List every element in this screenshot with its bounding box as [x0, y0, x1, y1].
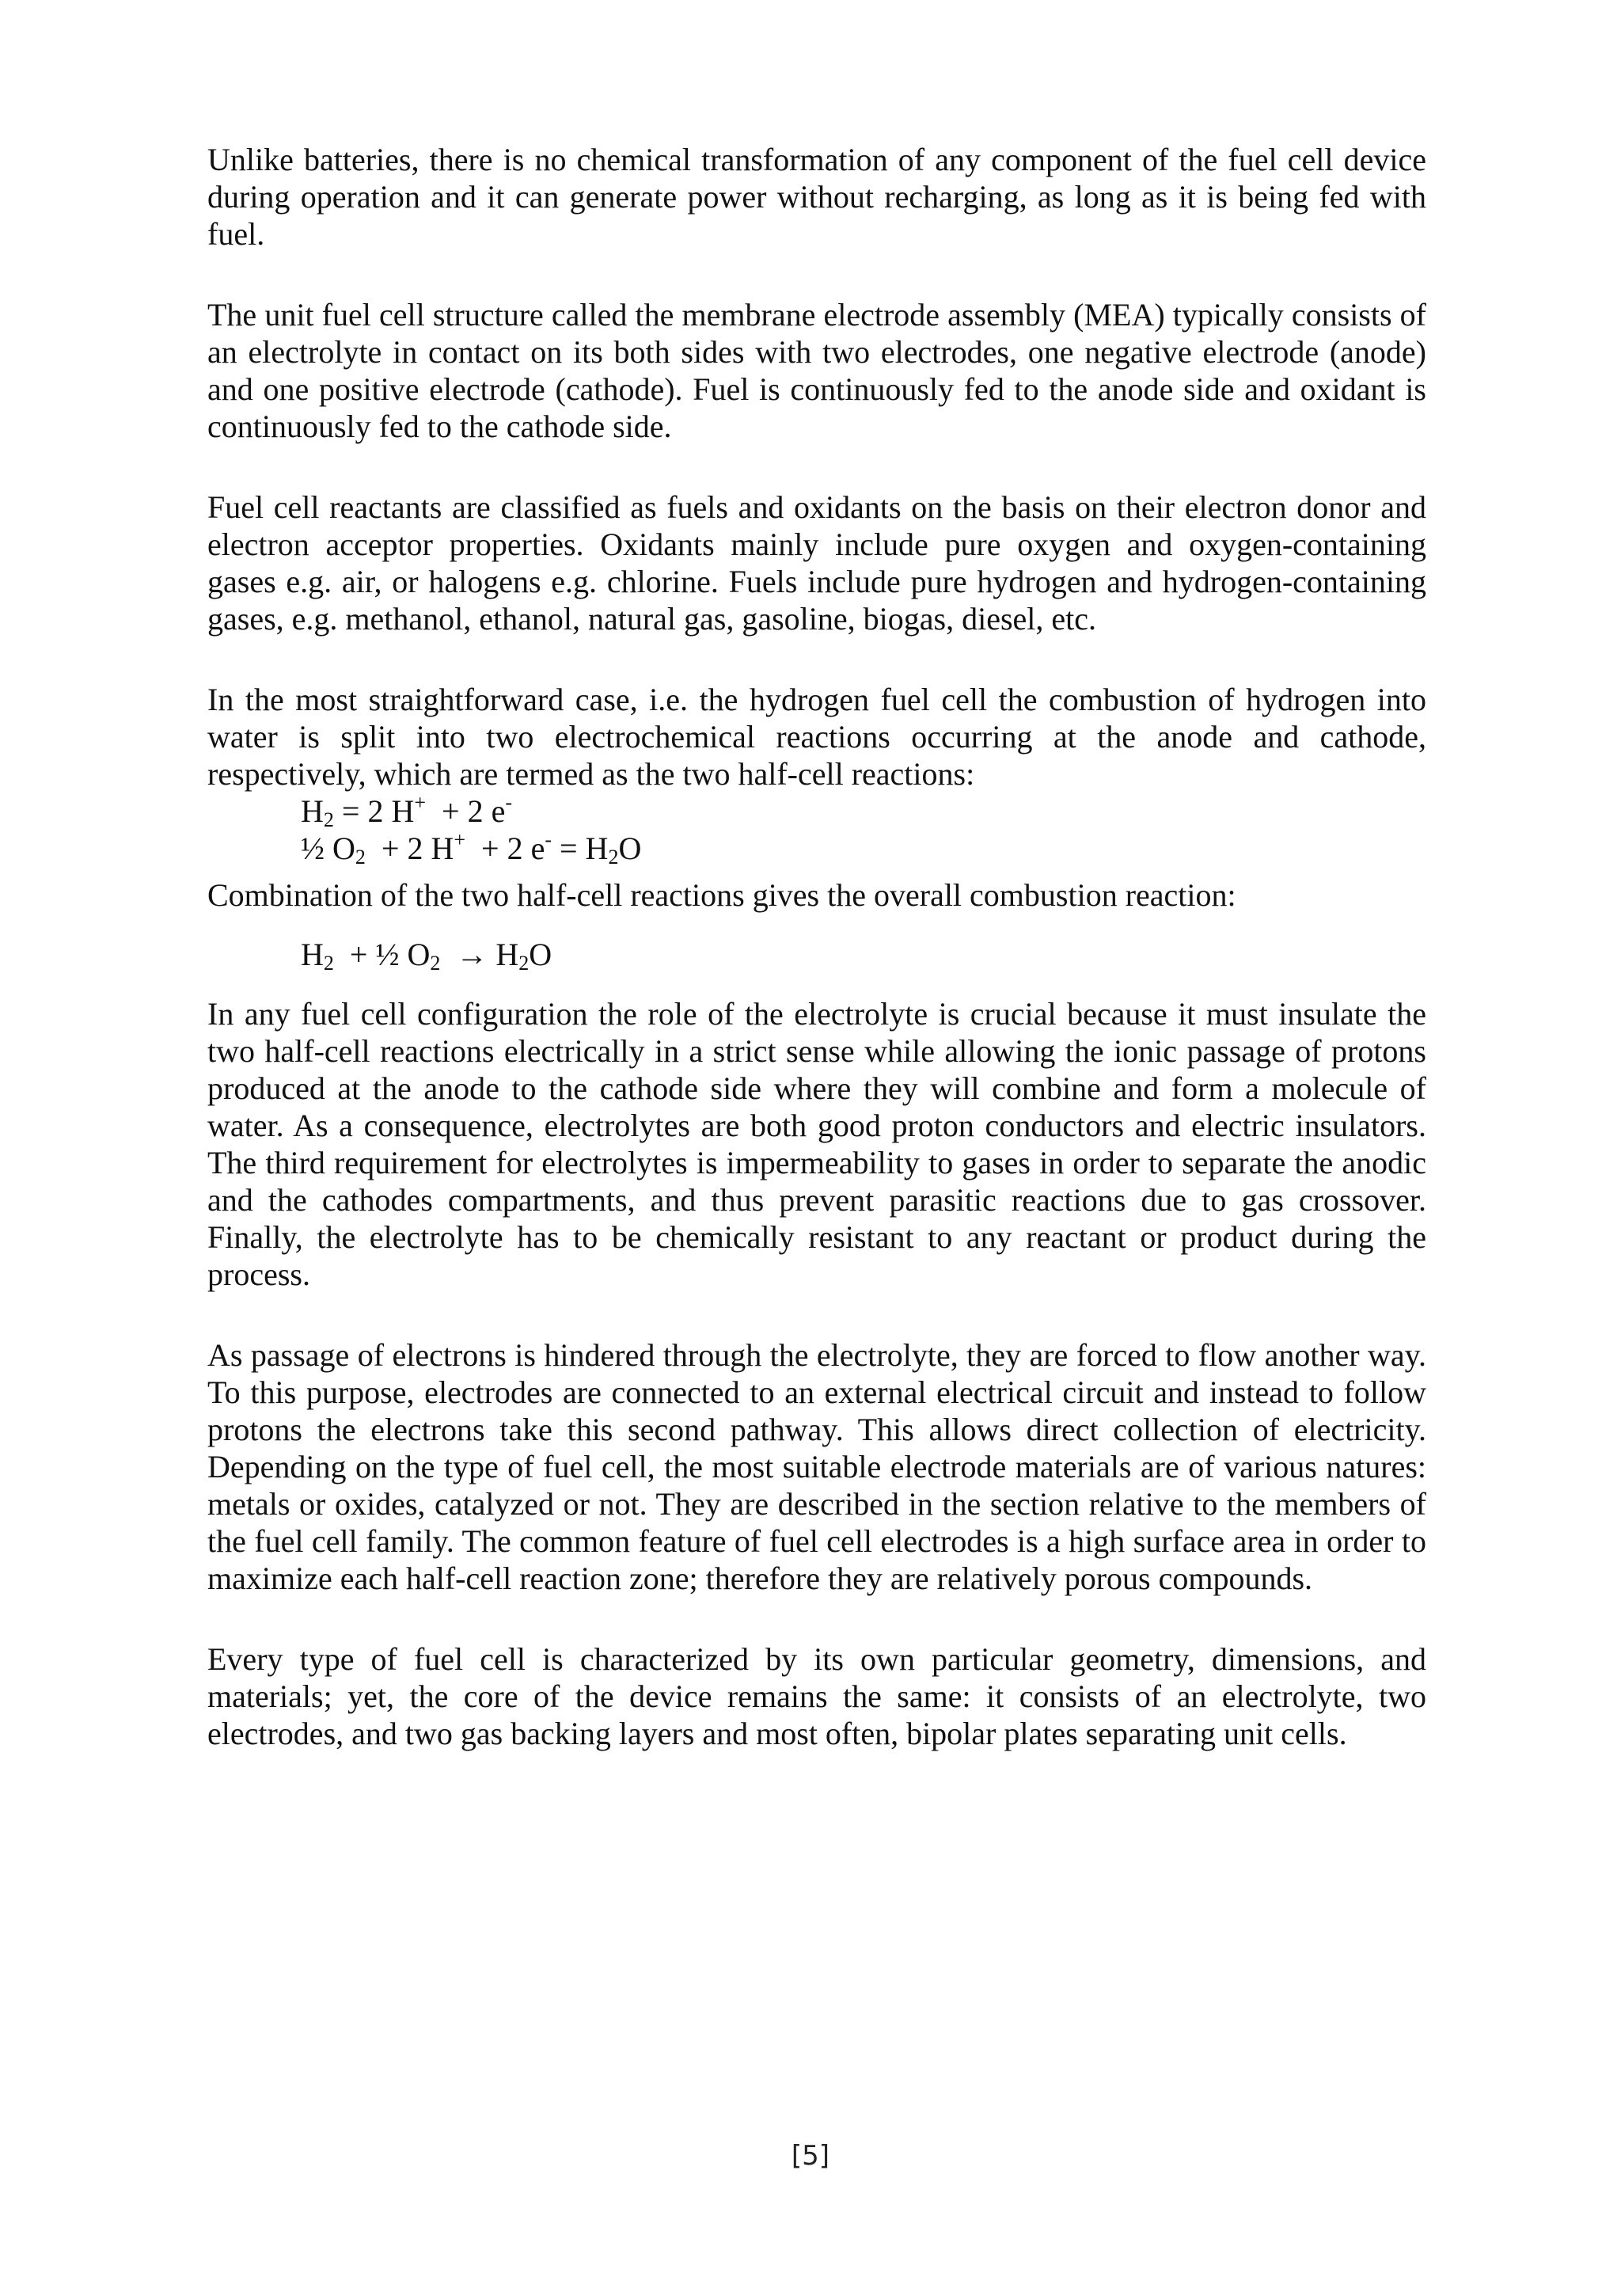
page-body [207, 141, 1426, 1752]
paragraph-half-cell-intro: In the most straightforward case, i.e. the hydrogen fuel cell the combustion of hydrogen into water is split into two electrochemical reactions occurring at the anode and cathode, respectively, which are termed as the two half-cell reactions: [207, 682, 1426, 792]
equation-overall-reaction: $H_2$ + ½ $O_2 \to H_2O$ [301, 937, 552, 975]
paragraph-batteries-comparison: Unlike batteries, there is no chemical transformation of any component of the fuel cell device during operation and it can generate power without recharging, as long as it is being fed with fuel. [207, 142, 1426, 252]
paragraph-reactants: Fuel cell reactants are classified as fuels and oxidants on the basis on their electron donor and electron acceptor properties. Oxidants mainly include pure oxygen and oxygen-containing gases e.g. air, or halogens e.g. chlorine. Fuels include pure hydrogen and hydrogen-containing gases, e.g. methanol, ethanol, natural gas, gasoline, biogas, diesel, etc. [207, 489, 1426, 637]
paragraph-combination: Combination of the two half-cell reactions gives the overall combustion reaction: [207, 877, 1236, 913]
paragraph-mea-structure: The unit fuel cell structure called the membrane electrode assembly (MEA) typically consists of an electrolyte in contact on its both sides with two electrodes, one negative electrode (anode) and one positive electrode (cathode). Fuel is continuously fed to the anode side and oxidant is continuously fed to the cathode side. [207, 297, 1426, 444]
equation-anode-reaction: $H_2 = 2$ H+ + 2 e- [301, 791, 512, 831]
paragraph-fuel-cell-core: Every type of fuel cell is characterized by its own particular geometry, dimensions, and materials; yet, the core of the device remains the same: it consists of an electrolyte, two electrodes, and two gas backing layers and most often, bipolar plates separating unit cells. [207, 1641, 1426, 1751]
paragraph-electron-pathway: As passage of electrons is hindered through the electrolyte, they are forced to flow another way. To this purpose, electrodes are connected to an external electrical circuit and instead to follow protons the electrons take this second pathway. This allows direct collection of electricity. Depending on the type of fuel cell, the most suitable electrode materials are of various natures: metals or oxides, catalyzed or not. They are described in the section relative to the members of the fuel cell family. The common feature of fuel cell electrodes is a high surface area in order to maximize each half-cell reaction zone; therefore they are relatively porous compounds. [207, 1337, 1426, 1596]
paragraph-electrolyte-role: In any fuel cell configuration the role of the electrolyte is crucial because it must insulate the two half-cell reactions electrically in a strict sense while allowing the ionic passage of protons produced at the anode to the cathode side where they will combine and form a molecule of water. As a consequence, electrolytes are both good proton conductors and electric insulators. The third requirement for electrolytes is impermeability to gases in order to separate the anodic and the cathodes compartments, and thus prevent parasitic reactions due to gas crossover. Finally, the electrolyte has to be chemically resistant to any reactant or product during the process. [207, 996, 1426, 1292]
equation-cathode-reaction: ½ $O_2 + 2$ H+ + 2 $e^- = H_2O$ [301, 828, 642, 869]
page-number: [5] [791, 2140, 830, 2172]
